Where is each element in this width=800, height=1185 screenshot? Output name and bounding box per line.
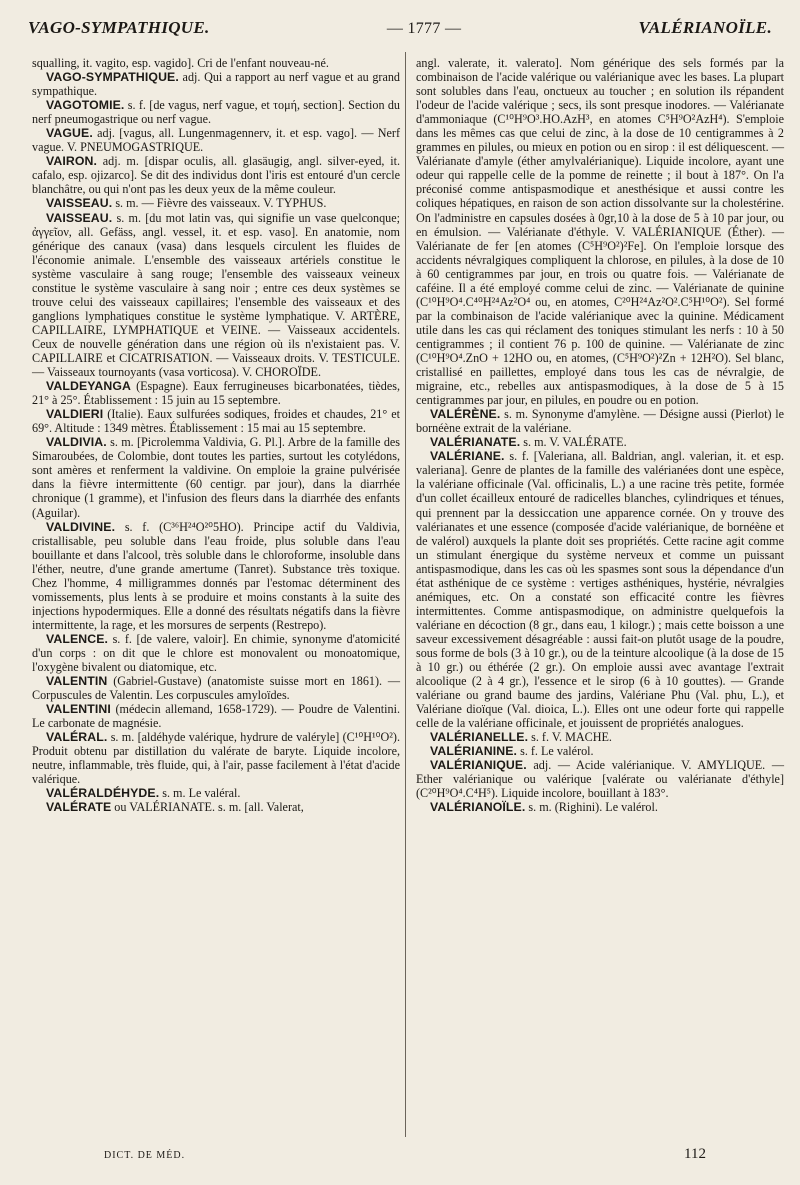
- entry-text: adj. m. [dispar oculis, all. glasäugig, angl. silver-eyed, it. cafalo, esp. ojizarco]. Se dit des individus dont l'iris est entouré d'un cercle blanchâtre, ou qui n'ont pas les deux yeux de la même couleur.: [32, 154, 400, 197]
- entry-text: squalling, it. vagito, esp. vagido]. Cri de l'enfant nouveau-né.: [32, 56, 329, 70]
- entry-text: s. f. Le valérol.: [517, 744, 594, 759]
- entry-text: s. m. Synonyme d'amylène. — Désigne aussi (Pierlot) le bornéène extrait de la valériane.: [416, 407, 784, 436]
- left-column: [32, 56, 400, 815]
- dictionary-entry: [32, 786, 400, 800]
- entry-text: s. m. Le valéral.: [159, 786, 241, 801]
- entry-headword: VALÉRIANOÏLE.: [430, 800, 526, 815]
- dictionary-entry: [416, 56, 784, 407]
- entry-text: s. f. (C³⁶H²⁴O²⁰5HO). Principe actif du Valdivia, cristallisable, peu soluble dans l'eau froide, plus soluble dans l'eau bouillante et dans l'alcool, très soluble dans le chloroforme, insoluble dans l'éther, neutre, d'une grande amertume (Tanret). Substance très toxique. Chez l'homme, 4 milligrammes donnés par l'estomac déterminent des vomissements, plus lents à se produire et moins constants à la suite des injections hypodermiques. Elle a donné des résultats négatifs dans la fièvre intermittente, la rage, et les morsures de serpents (Restrepo).: [32, 519, 400, 632]
- dictionary-entry: [32, 407, 400, 435]
- entry-text: s. m. — Fièvre des vaisseaux. V. TYPHUS.: [112, 196, 327, 211]
- entry-text: (Gabriel-Gustave) (anatomiste suisse mort en 1861). — Corpuscules de Valentin. Les corpuscules amyloïdes.: [32, 674, 400, 703]
- entry-text: s. f. [de vagus, nerf vague, et τομή, section]. Section du nerf pneumogastrique ou nerf vague.: [32, 98, 400, 127]
- entry-headword: VAGO-SYMPATHIQUE.: [46, 70, 179, 85]
- entry-headword: VAGUE.: [46, 126, 93, 141]
- entry-text: (Espagne). Eaux ferrugineuses bicarbonatées, tièdes, 21° à 25°. Établissement : 15 juin au 15 septembre.: [32, 379, 400, 408]
- signature-mark: DICT. DE MÉD.: [104, 1150, 186, 1161]
- dictionary-entry: [32, 702, 400, 730]
- entry-text: angl. valerate, it. valerato]. Nom générique des sels formés par la combinaison de l'acide valérique ou valérianique avec les bases. La plupart sont solubles dans l'eau, onctueux au toucher ; en solution ils répandent l'odeur de l'acide valérique ; secs, ils sont presque inodores. — Valérianate d'ammoniaque (C¹⁰H⁹O³.HO.AzH³, en atomes C⁵H⁹O²AzH⁴). S'emploie dans les mêmes cas que celui de zinc, à la dose de 10 centigrammes à 2 grammes en pilules, ou mieux en potion ou en sirop : il est déliquescent. — Valérianate d'amyle (éther amylvalérianique). Liquide incolore, ayant une odeur qui rappelle celle de la pomme de reinette ; il bout à 187°. On l'a préconisé comme antispasmodique et anesthésique et aussi contre les coliques hépatiques, en raison de son action dissolvante sur la cholestérine. On l'administre en capsules dosées à 0gr,10 à la dose de 5 à 10 par jour, ou en émulsion. — Valérianate d'éthyle. V. VALÉRIANIQUE (Éther). — Valérianate de fer [en atomes (C⁵H⁹O²)²Fe]. On l'emploie lorsque des accidents névralgiques compliquent la chlorose, en pilules, à la dose de 10 à 60 centigrammes par jour, en trois ou quatre fois. — Valérianate de caféine. Il a été employé comme celui de zinc. — Valérianate de quinine (C¹⁰H⁹O⁴.C⁴⁰H²⁴Az²O⁴ ou, en atomes, C²⁰H²⁴Az²O².C⁵H¹⁰O²). Sel formé par la combinaison de l'acide valérianique avec la quinine. Médicament utile dans les cas qui réclament des toniques stimulant les nerfs : 10 à 50 centigrammes ; il contient 76 p. 100 de quinine. — Valérianate de zinc (C¹⁰H⁹O⁴.ZnO + 12HO ou, en atomes, (C⁵H⁹O²)²Zn + 12H²O). Sel blanc, cristallisé en paillettes, employé dans tous les cas de névralgie, de migraine, etc., rebelles aux antispasmodiques, à la dose de 5 à 15 centigrammes par jour, en pilules, en poudre ou en potion.: [416, 56, 784, 408]
- dictionary-entry: [32, 196, 400, 210]
- dictionary-entry: [32, 730, 400, 786]
- dictionary-entry: [32, 674, 400, 702]
- entry-headword: VALDIERI: [46, 407, 104, 422]
- dictionary-entry: [32, 520, 400, 632]
- entry-text: s. m. [du mot latin vas, qui signifie un vase quelconque; ἀγγεῖον, all. Gefäss, angl. vessel, it. et esp. vaso]. En anatomie, nom générique des canaux (vasa) dans lesquels circulent les fluides de l'économie animale. L'ensemble des vaisseaux artériels constitue le système vasculaire à sang rouge; l'ensemble des vaisseaux veineux constitue le système vasculaire à sang noir ; entre ces deux systèmes se trouve celui des vaisseaux capillaires; l'ensemble des vaisseaux et des ganglions lymphatiques constitue le système lymphatique. V. ARTÈRE, CAPILLAIRE, LYMPHATIQUE et VEINE. — Vaisseaux accidentels. Ceux de nouvelle génération dans une région où ils n'existaient pas. V. CAPILLAIRE et CICATRISATION. — Vaisseaux droits. V. TESTICULE. — Vaisseaux tournoyants (vasa vorticosa). V. CHOROÏDE.: [32, 210, 400, 380]
- right-column: [416, 56, 784, 815]
- dictionary-entry: [32, 800, 400, 814]
- entry-headword: VALDIVINE.: [46, 519, 116, 534]
- entry-text: s. f. [Valeriana, all. Baldrian, angl. valerian, it. et esp. valeriana]. Genre de plantes de la famille des valérianées dont une espèce, la valériane officinale (Val. officinalis, L.) a une racine très petite, formée d'un collet écailleux entouré de radicelles blanches, cylindriques et ténues, qui prennent par la dessiccation une apparence cornée. On y trouve des valérianates et une essence (composée d'acide valérianique, de bornéène et de valérol) auxquels la plante doit ses propriétés. Cette racine agit comme un stimulant énergique du système nerveux et comme un puissant antispasmodique, dans les cas où les spasmes sont sous la dépendance d'un état asthénique de ce système : vertiges asthéniques, hystérie, névralgies anémiques, etc. On a constaté son efficacité contre les fièvres intermittentes. Comme antispasmodique, on administre quelquefois la valériane en décoction (8 gr., dans eau, 1 kilogr.) ; mais cette boisson a une saveur excessivement désagréable : aussi fait-on plutôt usage de la poudre, sous forme de bols (3 à 10 gr.), ou de la teinture alcoolique (à la dose de 15 à 10 gr.) ou éthérée (2 gr.). On emploie aussi avec avantage l'extrait alcoolique (2 à 4 gr.), l'essence et le sirop (6 à 10 gouttes). — Grande valériane ou grand baume des jardins, Valériane Phu (Val. phu, L.), et Valériane dioïque (Val. dioica, L.). Elles ont une odeur forte qui rappelle celle de la valériane officinale, et jouissent de propriétés analogues.: [416, 449, 784, 731]
- entry-headword: VAISSEAU.: [46, 210, 113, 225]
- entry-headword: VALÉRAL.: [46, 730, 108, 745]
- entry-text: (Italie). Eaux sulfurées sodiques, froides et chaudes, 21° et 69°. Altitude : 1349 mètres. Établissement : 15 mai au 15 septembre.: [32, 407, 400, 436]
- entry-headword: VALÉRALDÉHYDE.: [46, 786, 160, 801]
- dictionary-entry: [32, 154, 400, 196]
- entry-headword: VALÉRIANINE.: [430, 744, 518, 759]
- entry-headword: VALÉRATE: [46, 800, 112, 815]
- entry-headword: VALÉRIANE.: [430, 449, 505, 464]
- dictionary-entry: [32, 435, 400, 519]
- entry-text: s. m. (Righini). Le valérol.: [525, 800, 658, 815]
- entry-headword: VAGOTOMIE.: [46, 98, 125, 113]
- entry-headword: VALENCE.: [46, 631, 109, 646]
- entry-text: adj. [vagus, all. Lungenmagennerv, it. et esp. vago]. — Nerf vague. V. PNEUMOGASTRIQUE.: [32, 126, 400, 155]
- entry-text: adj. Qui a rapport au nerf vague et au grand sympathique.: [32, 70, 400, 99]
- dictionary-entry: [32, 98, 400, 126]
- entry-text: (médecin allemand, 1658-1729). — Poudre de Valentini. Le carbonate de magnésie.: [32, 702, 400, 731]
- header-left-word: VAGO-SYMPATHIQUE.: [28, 18, 210, 37]
- page-number: — 1777 —: [386, 20, 462, 37]
- entry-text: ou VALÉRIANATE. s. m. [all. Valerat,: [111, 800, 304, 815]
- dictionary-entry: [416, 730, 784, 744]
- page-footer: [104, 1146, 706, 1166]
- running-head: [28, 18, 772, 44]
- entry-headword: VALÉRÈNE.: [430, 407, 501, 422]
- entry-text: s. f. V. MACHE.: [528, 730, 612, 745]
- sheet-number: 112: [684, 1146, 706, 1162]
- entry-headword: VALENTIN: [46, 674, 108, 689]
- dictionary-entry: [416, 758, 784, 800]
- dictionary-entry: [416, 449, 784, 730]
- dictionary-entry: [416, 744, 784, 758]
- dictionary-entry: [32, 126, 400, 154]
- entry-headword: VAISSEAU.: [46, 196, 113, 211]
- dictionary-entry: [32, 632, 400, 674]
- entry-text: adj. — Acide valérianique. V. AMYLIQUE. — Ether valérianique ou valérique [valérate ou valérianate d'éthyle] (C²⁰H⁹O⁴.C⁴H⁵). Liquide incolore, bouillant à 183°.: [416, 758, 784, 801]
- entry-headword: VALDEYANGA: [46, 379, 132, 394]
- entry-text: s. m. V. VALÉRATE.: [520, 435, 627, 450]
- entry-headword: VAIRON.: [46, 154, 98, 169]
- column-divider: [405, 52, 406, 1137]
- entry-headword: VALDIVIA.: [46, 435, 107, 450]
- entry-headword: VALÉRIANIQUE.: [430, 758, 527, 773]
- entry-headword: VALENTINI: [46, 702, 111, 717]
- entry-headword: VALÉRIANELLE.: [430, 730, 529, 745]
- dictionary-entry: [416, 800, 784, 814]
- dictionary-entry: [32, 56, 400, 70]
- entry-headword: VALÉRIANATE.: [430, 435, 521, 450]
- entry-text: s. m. [Picrolemma Valdivia, G. Pl.]. Arbre de la famille des Simaroubées, de Colombie, dont toutes les parties, surtout les cotylédons, sont amères et renferment la valdivine. On emploie la graine pulvérisée dans la fièvre intermittente (60 centigr. par jour), dans la diarrhée chronique (1 gramme), et l'infusion des fleurs dans la diarrhée des enfants (Aguilar).: [32, 435, 400, 520]
- header-right-word: VALÉRIANOÏLE.: [638, 18, 772, 37]
- entry-text: s. f. [de valere, valoir]. En chimie, synonyme d'atomicité d'un corps : on dit que le chlore est monovalent ou monoatomique, l'oxygène bivalent ou diatomique, etc.: [32, 631, 400, 675]
- dictionary-entry: [416, 435, 784, 449]
- dictionary-entry: [32, 211, 400, 380]
- dictionary-entry: [32, 70, 400, 98]
- entry-text: s. m. [aldéhyde valérique, hydrure de valéryle] (C¹⁰H¹⁰O²). Produit obtenu par distillation du valérate de baryte. Liquide incolore, neutre, inflammable, très fluide, qui, à l'air, passe facilement à l'état d'acide valérique.: [32, 730, 400, 787]
- dictionary-entry: [416, 407, 784, 435]
- dictionary-entry: [32, 379, 400, 407]
